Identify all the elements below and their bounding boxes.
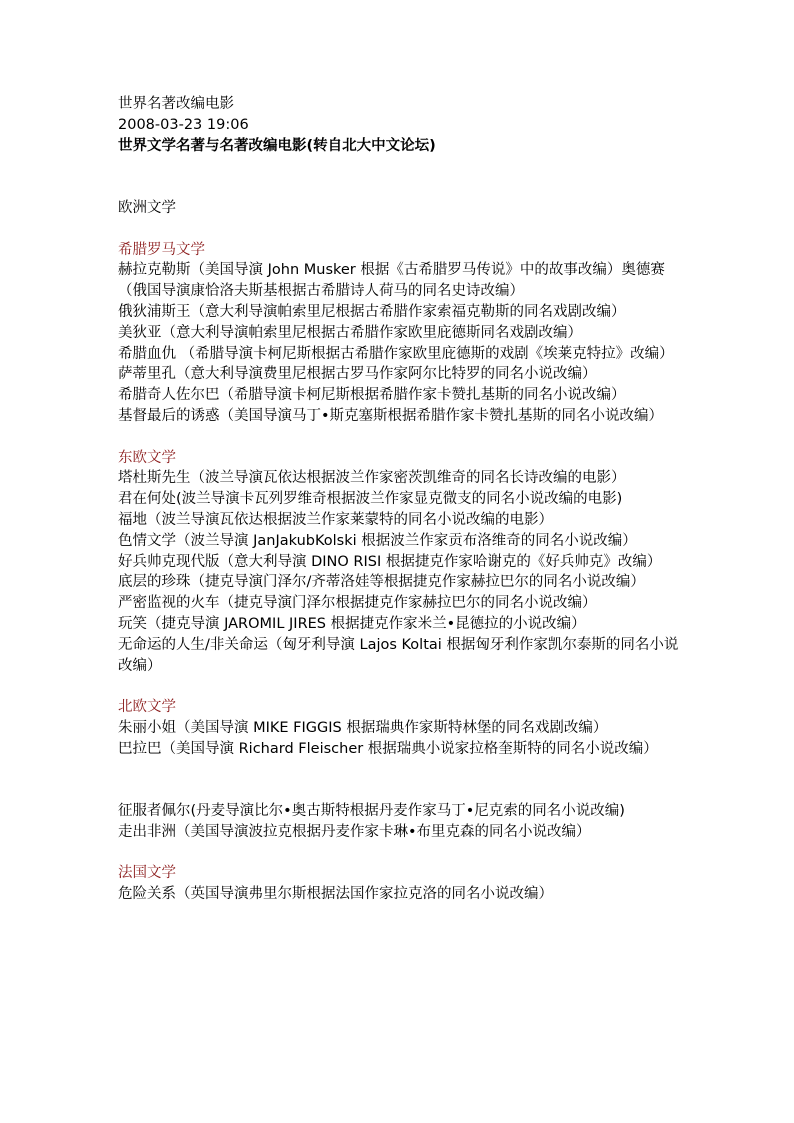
- list-item: 朱丽小姐（美国导演 MIKE FIGGIS 根据瑞典作家斯特林堡的同名戏剧改编）: [118, 719, 608, 736]
- list-item: 无命运的人生/非关命运（匈牙利导演 Lajos Koltai 根据匈牙利作家凯尔泰斯的同名小说改编）: [118, 636, 679, 674]
- list-item: 赫拉克勒斯（美国导演 John Musker 根据《古希腊罗马传说》中的故事改编）奥德赛（俄国导演康恰洛夫斯基根据古希腊诗人荷马的同名史诗改编）: [118, 262, 665, 300]
- section-heading-northern-europe: 北欧文学: [118, 699, 176, 716]
- list-item: 底层的珍珠（捷克导演门泽尔/齐蒂洛娃等根据捷克作家赫拉巴尔的同名小说改编）: [118, 574, 645, 591]
- list-item: 征服者佩尔(丹麦导演比尔•奥古斯特根据丹麦作家马丁•尼克索的同名小说改编): [118, 803, 625, 820]
- list-item: 萨蒂里孔（意大利导演费里尼根据古罗马作家阿尔比特罗的同名小说改编）: [118, 366, 597, 383]
- list-item: 美狄亚（意大利导演帕索里尼根据古希腊作家欧里庇德斯同名戏剧改编）: [118, 324, 582, 341]
- timestamp: 2008-03-23 19:06: [118, 116, 249, 133]
- list-item: 希腊血仇 （希腊导演卡柯尼斯根据古希腊作家欧里庇德斯的戏剧《埃莱克特拉》改编）: [118, 345, 674, 362]
- spacer: [118, 156, 683, 198]
- list-item: 君在何处(波兰导演卡瓦列罗维奇根据波兰作家显克微支的同名小说改编的电影): [118, 491, 623, 508]
- list-item: 好兵帅克现代版（意大利导演 DINO RISI 根据捷克作家哈谢克的《好兵帅克》改编）: [118, 553, 662, 570]
- list-item: 俄狄浦斯王（意大利导演帕索里尼根据古希腊作家索福克勒斯的同名戏剧改编）: [118, 303, 626, 320]
- spacer: [118, 760, 683, 802]
- spacer: [118, 676, 683, 697]
- list-item: 玩笑（捷克导演 JAROMIL JIRES 根据捷克作家米兰•昆德拉的小说改编）: [118, 615, 586, 632]
- list-item: 色情文学（波兰导演 JanJakubKolski 根据波兰作家贡布洛维奇的同名小说改编）: [118, 532, 637, 549]
- region-label: 欧洲文学: [118, 199, 176, 216]
- list-item: 巴拉巴（美国导演 Richard Fleischer 根据瑞典小说家拉格奎斯特的同名小说改编）: [118, 740, 658, 757]
- section-heading-greek-roman: 希腊罗马文学: [118, 241, 205, 258]
- spacer: [118, 843, 683, 864]
- list-item: 走出非洲（美国导演波拉克根据丹麦作家卡琳•布里克森的同名小说改编）: [118, 823, 591, 840]
- list-item: 危险关系（英国导演弗里尔斯根据法国作家拉克洛的同名小说改编）: [118, 886, 553, 903]
- list-item: 基督最后的诱惑（美国导演马丁•斯克塞斯根据希腊作家卡赞扎基斯的同名小说改编）: [118, 407, 664, 424]
- article-title: 世界文学名著与名著改编电影(转自北大中文论坛): [118, 137, 436, 154]
- site-title: 世界名著改编电影: [118, 96, 234, 112]
- document-page: [118, 94, 683, 905]
- section-heading-france: 法国文学: [118, 865, 176, 882]
- spacer: [118, 427, 683, 448]
- spacer: [118, 219, 683, 240]
- list-item: 塔杜斯先生（波兰导演瓦依达根据波兰作家密茨凯维奇的同名长诗改编的电影）: [118, 470, 626, 487]
- list-item: 希腊奇人佐尔巴（希腊导演卡柯尼斯根据希腊作家卡赞扎基斯的同名小说改编）: [118, 387, 626, 404]
- list-item: 福地（波兰导演瓦依达根据波兰作家莱蒙特的同名小说改编的电影）: [118, 511, 553, 528]
- list-item: 严密监视的火车（捷克导演门泽尔根据捷克作家赫拉巴尔的同名小说改编）: [118, 595, 597, 612]
- section-heading-eastern-europe: 东欧文学: [118, 449, 176, 466]
